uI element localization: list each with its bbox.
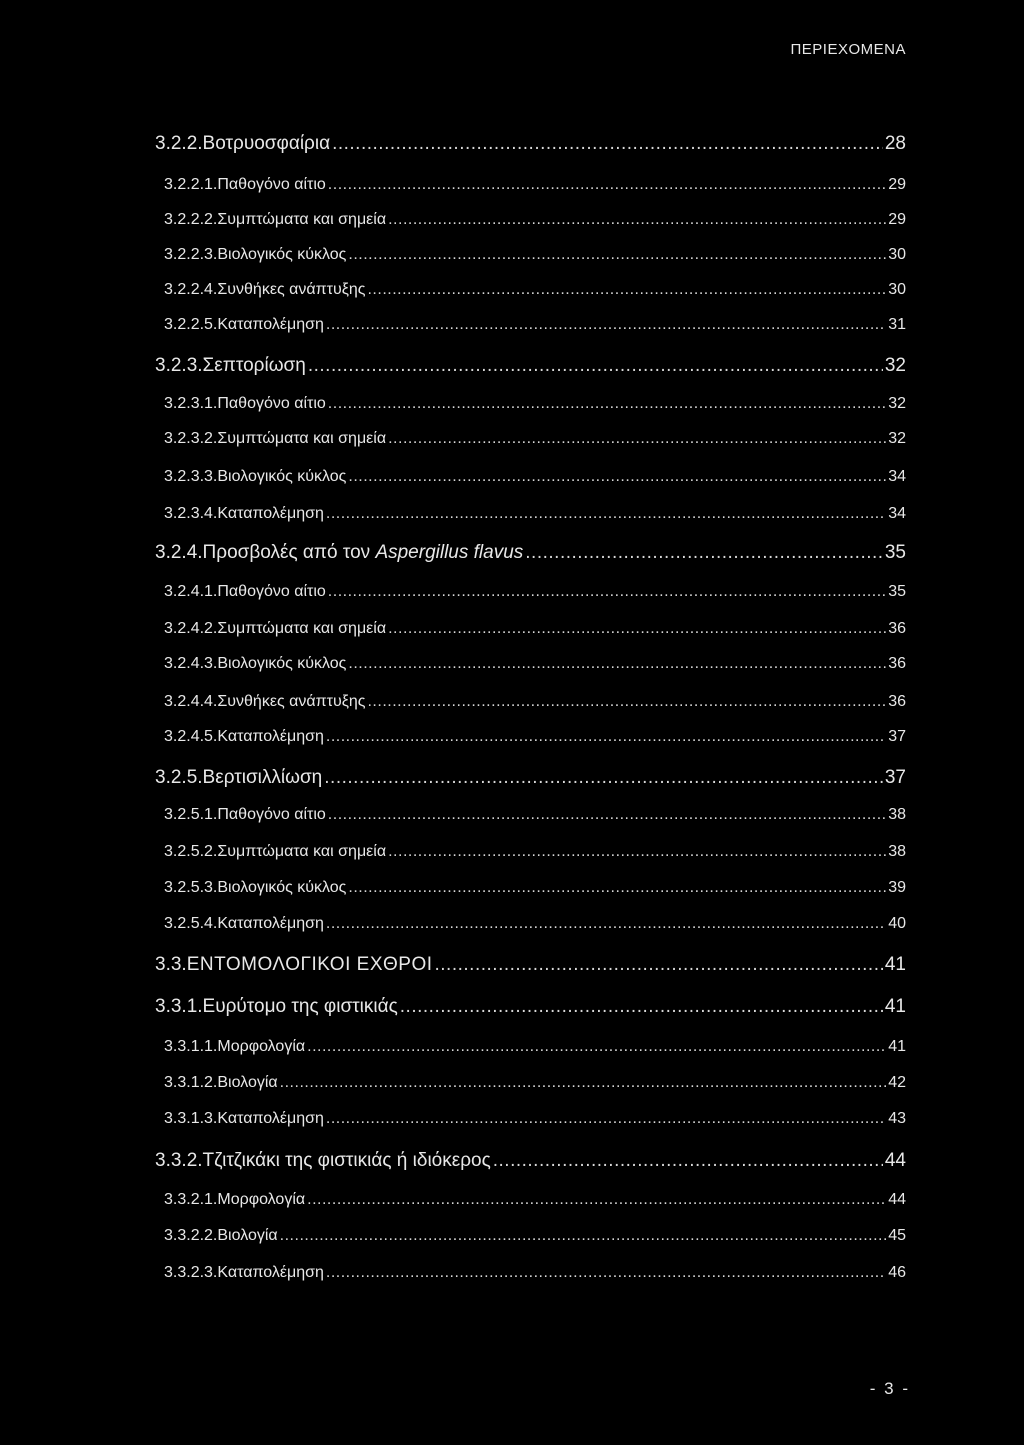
toc-entry-page: 32 [888, 430, 906, 447]
toc-entry-title: Βιολογικός κύκλος [217, 655, 347, 672]
toc-entry-number: 3.3.2.2. [164, 1227, 218, 1244]
toc-entry-title: Παθογόνο αίτιο [217, 176, 326, 193]
toc-dot-leader [280, 1074, 887, 1092]
toc-entry-title: ΕΝΤΟΜΟΛΟΓΙΚΟΙ ΕΧΘΡΟΙ [186, 954, 433, 975]
toc-entry-page: 32 [884, 355, 906, 376]
toc-dot-leader [326, 728, 886, 746]
toc-entry-number: 3.2.3.2. [164, 430, 218, 447]
toc-entry [0, 430, 1024, 448]
toc-entry-title: Μορφολογία [217, 1191, 306, 1208]
toc-entry [0, 620, 1024, 638]
toc-dot-leader [435, 954, 883, 976]
toc-entry-title: Καταπολέμηση [217, 316, 324, 333]
toc-dot-leader [307, 1191, 886, 1209]
toc-entry-page: 34 [888, 505, 906, 522]
toc-dot-leader [328, 806, 886, 824]
toc-entry-page: 28 [884, 133, 906, 154]
toc-dot-leader [348, 879, 886, 897]
toc-entry-title: Βερτισιλλίωση [202, 767, 323, 788]
toc-entry [0, 316, 1024, 334]
toc-dot-leader [332, 133, 883, 155]
toc-entry [0, 176, 1024, 194]
toc-entry-title-text: Προσβολές από τον [202, 542, 371, 563]
toc-entry-page: 37 [888, 728, 906, 745]
toc-entry-number: 3.2.2.1. [164, 176, 218, 193]
toc-dot-leader [324, 767, 883, 789]
toc-entry-title: Καταπολέμηση [217, 728, 324, 745]
toc-entry-title: Βιολογικός κύκλος [217, 879, 347, 896]
toc-entry [0, 879, 1024, 897]
toc-entry-title: Παθογόνο αίτιο [217, 806, 326, 823]
toc-entry [0, 1227, 1024, 1245]
toc-entry-number: 3.2.2.3. [164, 246, 218, 263]
toc-entry-number: 3.2.4.2. [164, 620, 218, 637]
toc-entry [0, 355, 1024, 377]
toc-entry [0, 1038, 1024, 1056]
toc-dot-leader [348, 655, 886, 673]
toc-entry [0, 655, 1024, 673]
toc-entry-page: 29 [888, 211, 906, 228]
toc-entry-number: 3.2.5. [155, 767, 203, 788]
toc-entry-page: 34 [888, 468, 906, 485]
toc-entry-number: 3.3.1.2. [164, 1074, 218, 1091]
toc-entry-number: 3.2.3.4. [164, 505, 218, 522]
toc-entry-title: Συμπτώματα και σημεία [217, 843, 387, 860]
toc-entry-title: Βιολογία [217, 1227, 278, 1244]
toc-dot-leader [326, 316, 886, 334]
toc-entry-page: 45 [888, 1227, 906, 1244]
toc-entry-title: Ευρύτομο της φιστικιάς [202, 996, 398, 1017]
toc-entry-title: Τζιτζικάκι της φιστικιάς ή ιδιόκερος [202, 1150, 491, 1171]
toc-entry-title: Βιολογία [217, 1074, 278, 1091]
toc-entry-title: Συνθήκες ανάπτυξης [217, 281, 366, 298]
toc-entry-title: Καταπολέμηση [217, 1110, 324, 1127]
toc-entry-number: 3.2.3.1. [164, 395, 218, 412]
toc-entry-page: 46 [888, 1264, 906, 1281]
toc-entry-number: 3.3.1.1. [164, 1038, 218, 1055]
toc-entry-number: 3.2.5.2. [164, 843, 218, 860]
toc-dot-leader [493, 1150, 883, 1172]
toc-entry-title: Καταπολέμηση [217, 1264, 324, 1281]
toc-entry-number: 3.3.1.3. [164, 1110, 218, 1127]
toc-dot-leader [367, 281, 886, 299]
toc-entry-page: 44 [884, 1150, 906, 1171]
toc-entry-number: 3.2.2.5. [164, 316, 218, 333]
toc-entry-page: 39 [888, 879, 906, 896]
toc-entry-page: 30 [888, 281, 906, 298]
toc-entry-page: 44 [888, 1191, 906, 1208]
toc-entry-number: 3.3.2.3. [164, 1264, 218, 1281]
page-number: - 3 - [869, 1379, 910, 1398]
toc-entry [0, 395, 1024, 413]
toc-entry [0, 1074, 1024, 1092]
toc-dot-leader [326, 1110, 886, 1128]
toc-entry-title: Μορφολογία [217, 1038, 306, 1055]
toc-entry-title: Παθογόνο αίτιο [217, 583, 326, 600]
toc-entry [0, 468, 1024, 486]
toc-dot-leader [328, 395, 886, 413]
toc-dot-leader [348, 468, 886, 486]
toc-dot-leader [280, 1227, 887, 1245]
toc-entry [0, 246, 1024, 264]
toc-dot-leader [525, 542, 883, 564]
toc-entry-page: 36 [888, 620, 906, 637]
toc-entry-number: 3.2.2.2. [164, 211, 218, 228]
toc-entry-title: Συνθήκες ανάπτυξης [217, 693, 366, 710]
toc-entry [0, 1264, 1024, 1282]
toc-entry [0, 583, 1024, 601]
toc-dot-leader [388, 843, 886, 861]
toc-entry-number: 3.2.5.3. [164, 879, 218, 896]
toc-entry [0, 1191, 1024, 1209]
toc-entry-page: 29 [888, 176, 906, 193]
toc-entry-number: 3.3.1. [155, 996, 203, 1017]
toc-entry-title: Καταπολέμηση [217, 915, 324, 932]
toc-dot-leader [326, 505, 886, 523]
toc-entry-page: 38 [888, 843, 906, 860]
toc-dot-leader [348, 246, 886, 264]
toc-entry [0, 281, 1024, 299]
toc-entry [0, 806, 1024, 824]
toc-entry [0, 1150, 1024, 1172]
toc-entry-page: 42 [888, 1074, 906, 1091]
toc-entry-number: 3.3. [155, 954, 187, 975]
toc-entry-number: 3.2.5.4. [164, 915, 218, 932]
toc-entry-page: 35 [888, 583, 906, 600]
toc-entry [0, 1110, 1024, 1128]
toc-entry [0, 542, 1024, 564]
toc-dot-leader [328, 583, 886, 601]
toc-entry-title: Βοτρυοσφαίρια [202, 133, 331, 154]
toc-entry [0, 996, 1024, 1018]
toc-entry-number: 3.3.2.1. [164, 1191, 218, 1208]
toc-entry-number: 3.2.2. [155, 133, 203, 154]
toc-entry-number: 3.2.4.1. [164, 583, 218, 600]
toc-entry-page: 31 [888, 316, 906, 333]
toc-entry-number: 3.2.3.3. [164, 468, 218, 485]
toc-entry-page: 37 [884, 767, 906, 788]
toc-entry-number: 3.2.4.5. [164, 728, 218, 745]
toc-entry-number: 3.3.2. [155, 1150, 203, 1171]
toc-dot-leader [367, 693, 886, 711]
toc-entry [0, 211, 1024, 229]
toc-entry-page: 30 [888, 246, 906, 263]
toc-entry [0, 728, 1024, 746]
toc-dot-leader [326, 915, 886, 933]
toc-entry-page: 43 [888, 1110, 906, 1127]
toc-dot-leader [326, 1264, 886, 1282]
toc-entry-title: Καταπολέμηση [217, 505, 324, 522]
toc-entry-title: Συμπτώματα και σημεία [217, 430, 387, 447]
toc-dot-leader [400, 996, 883, 1018]
toc-entry-number: 3.2.4.3. [164, 655, 218, 672]
toc-entry-number: 3.2.4. [155, 542, 203, 563]
toc-entry-page: 41 [888, 1038, 906, 1055]
toc-entry-title: Παθογόνο αίτιο [217, 395, 326, 412]
toc-entry-title: Συμπτώματα και σημεία [217, 211, 387, 228]
toc-entry-number: 3.2.2.4. [164, 281, 218, 298]
toc-entry-page: 41 [884, 954, 906, 975]
toc-entry-title: Βιολογικός κύκλος [217, 246, 347, 263]
toc-entry [0, 954, 1024, 976]
toc-entry-page: 41 [884, 996, 906, 1017]
toc-dot-leader [307, 1038, 886, 1056]
toc-entry [0, 505, 1024, 523]
toc-dot-leader [328, 176, 886, 194]
toc-entry [0, 843, 1024, 861]
page-header: ΠΕΡΙΕΧΟΜΕΝΑ [790, 41, 906, 58]
toc-entry [0, 133, 1024, 155]
toc-entry-page: 36 [888, 693, 906, 710]
toc-dot-leader [308, 355, 883, 377]
toc-entry-page: 35 [884, 542, 906, 563]
toc-entry-page: 36 [888, 655, 906, 672]
toc-entry-page: 32 [888, 395, 906, 412]
toc-entry-page: 40 [888, 915, 906, 932]
toc-entry-title: Βιολογικός κύκλος [217, 468, 347, 485]
toc-entry-page: 38 [888, 806, 906, 823]
toc-entry-number: 3.2.5.1. [164, 806, 218, 823]
toc-dot-leader [388, 430, 886, 448]
toc-entry [0, 767, 1024, 789]
toc-entry-title: Συμπτώματα και σημεία [217, 620, 387, 637]
toc-entry-title [203, 542, 524, 564]
toc-entry [0, 915, 1024, 933]
toc-entry-title: Σεπτορίωση [202, 355, 306, 376]
toc-dot-leader [388, 211, 886, 229]
toc-entry [0, 693, 1024, 711]
toc-dot-leader [388, 620, 886, 638]
toc-entry-title-species: Aspergillus flavus [375, 542, 524, 563]
toc-entry-number: 3.2.4.4. [164, 693, 218, 710]
toc-entry-number: 3.2.3. [155, 355, 203, 376]
